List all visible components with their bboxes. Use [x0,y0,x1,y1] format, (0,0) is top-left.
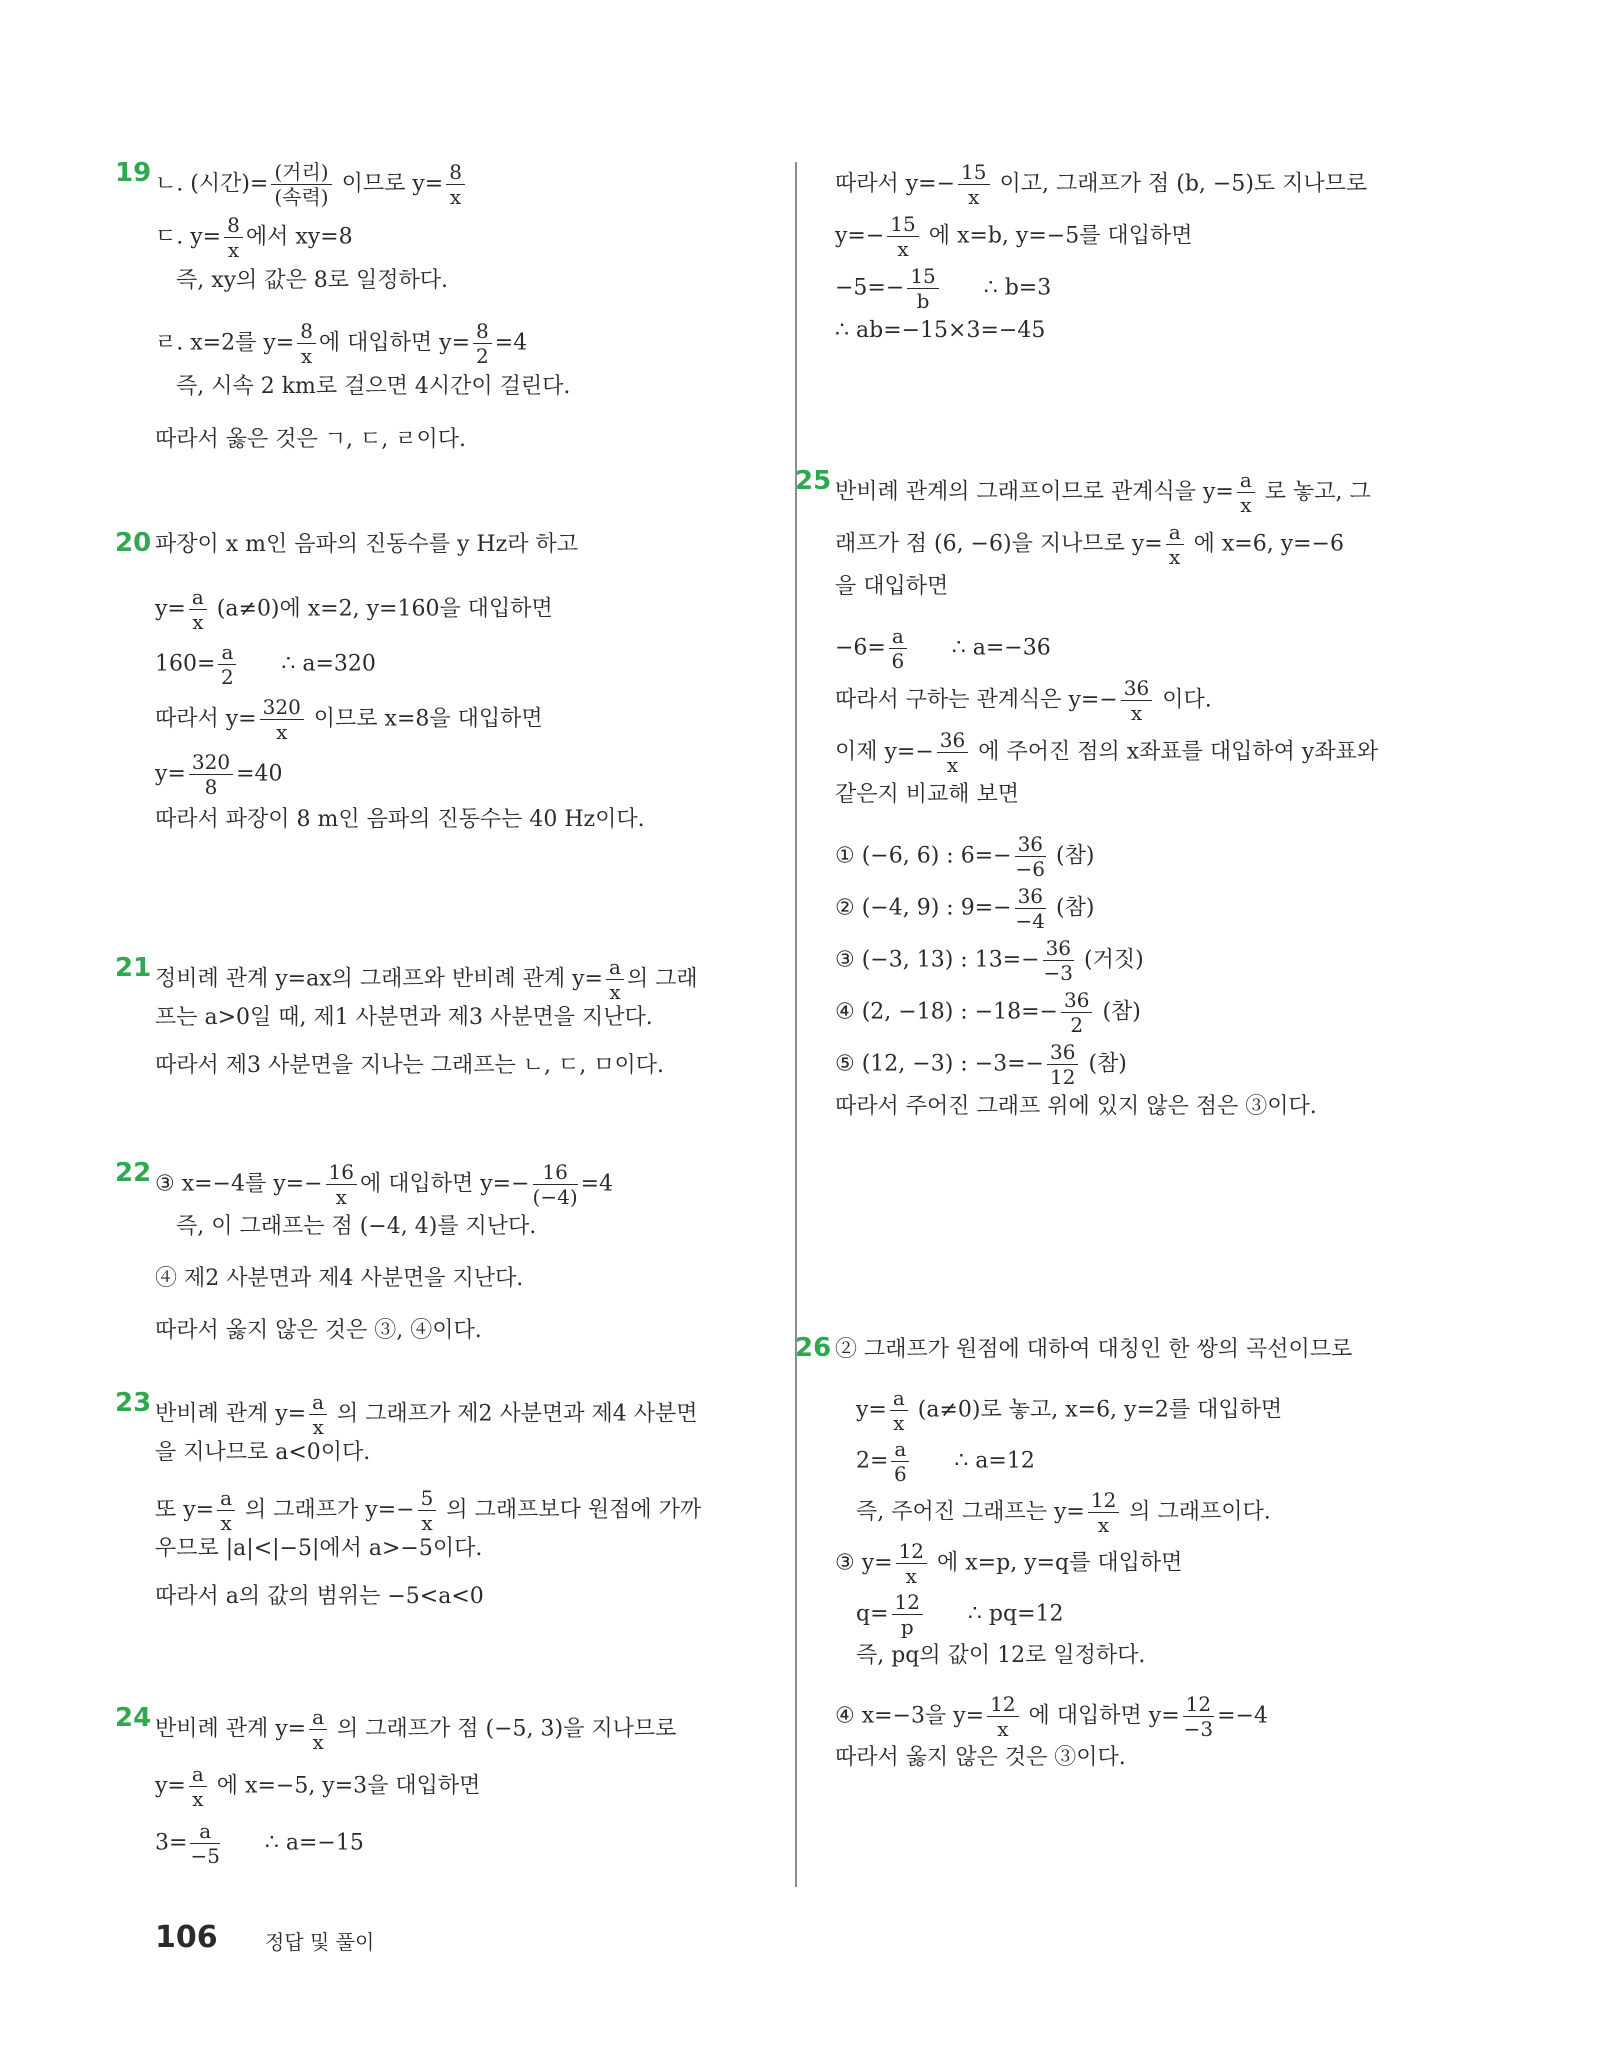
text-run: −5=− [835,275,905,301]
solution-line [155,1438,370,1468]
text-run: y= [155,761,186,787]
text-run: ④ 제2 사분면과 제4 사분면을 지난다. [155,1266,524,1291]
text-run: ③ y= [835,1550,893,1576]
text-run: 따라서 제3 사분면을 지나는 그래프는 ㄴ, ㄷ, ㅁ이다. [155,1053,664,1078]
problem-number: 24 [115,1703,152,1733]
fraction-numerator: 12 [892,1590,923,1615]
fraction-denominator: x [449,185,462,209]
text-run: 의 그래프가 y=− [238,1497,415,1523]
problem-number: 26 [795,1333,832,1363]
fraction [1047,1040,1078,1089]
text-run: 반비례 관계 y= [155,1401,307,1427]
text-run: −6= [835,635,886,661]
solution-line [155,805,645,835]
fraction [937,728,968,777]
text-run: ∴ b=3 [941,275,1052,301]
text-run: ∴ a=−36 [909,635,1051,661]
fraction-denominator: b [916,289,930,313]
fraction-denominator: x [220,1511,232,1535]
solution-line [835,832,1094,881]
fraction [218,640,236,689]
text-run: (a≠0)에 x=2, y=160을 대입하면 [209,596,553,622]
fraction-numerator: 8 [297,319,316,344]
fraction-denominator: x [227,238,240,262]
fraction-denominator: x [300,344,313,368]
fraction-denominator: x [997,1717,1009,1741]
solution-line [155,585,553,634]
problem-number: 22 [115,1158,152,1188]
fraction-denominator: 8 [204,775,218,799]
text-run: 160= [155,651,216,677]
text-run: ② 그래프가 원점에 대하여 대칭인 한 쌍의 곡선이므로 [835,1337,1353,1362]
solution-line [155,266,448,296]
fraction [1015,884,1046,933]
solution-line [835,212,1192,261]
fraction-denominator: x [312,1730,324,1754]
fraction-numerator: 15 [958,160,989,185]
solution-line [155,1264,523,1294]
text-run: 즉, 이 그래프는 점 (−4, 4)를 지난다. [155,1214,537,1239]
text-run: ④ (2, −18) : −18=− [835,999,1058,1025]
solution-line [835,264,1051,313]
fraction [224,213,243,262]
solution-line [155,1316,482,1346]
fraction [896,1539,927,1588]
text-run: 따라서 구하는 관계식은 y=− [835,687,1118,713]
fraction-numerator: a [890,1386,908,1411]
fraction [1088,1488,1119,1537]
text-run: y= [155,1773,186,1799]
text-run: ⑤ (12, −3) : −3=− [835,1051,1044,1077]
text-run: 을 대입하면 [835,574,949,599]
text-run: 이므로 y= [334,171,444,197]
page-number: 106 [155,1920,218,1955]
text-run: (거짓) [1077,947,1144,973]
fraction-denominator: x [905,1564,917,1588]
text-run: 에 대입하면 y=− [359,1171,530,1197]
fraction-numerator: 36 [1047,1040,1078,1065]
fraction-numerator: 36 [1015,832,1046,857]
text-run: =40 [236,761,283,787]
text-run: 에 x=b, y=−5를 대입하면 [921,223,1193,249]
fraction-denominator: x [192,610,204,634]
fraction-numerator: 36 [937,728,968,753]
solution-line [155,1160,613,1209]
fraction-numerator: a [1237,468,1255,493]
text-run: (a≠0)로 놓고, x=6, y=2를 대입하면 [910,1397,1283,1423]
fraction-denominator: 6 [894,1462,907,1486]
fraction [1237,468,1255,517]
text-run: (참) [1049,895,1095,921]
solution-line [835,520,1344,569]
fraction-numerator: 5 [418,1486,437,1511]
fraction-numerator: a [889,624,907,649]
text-run: ∴ a=12 [912,1448,1035,1474]
text-run: 따라서 a의 값의 범위는 −5<a<0 [155,1584,484,1609]
fraction-numerator: 8 [473,319,492,344]
text-run: 에 대입하면 y= [1021,1703,1180,1729]
fraction-denominator: x [276,720,288,744]
text-run: 에 x=6, y=−6 [1186,531,1344,557]
problem-number: 20 [115,528,152,558]
fraction-denominator: x [946,753,959,777]
text-run: 이므로 x=8을 대입하면 [306,706,543,732]
fraction-denominator: x [968,185,980,209]
fraction-numerator: 12 [896,1539,927,1564]
fraction-denominator: (속력) [274,185,329,209]
solution-line [155,955,698,1004]
solution-line [835,572,948,602]
text-run: y=− [835,223,885,249]
solution-line [155,1212,536,1242]
solution-line [155,1534,482,1564]
fraction-numerator: 36 [1061,988,1092,1013]
fraction-denominator: x [893,1411,905,1435]
fraction [1166,520,1184,569]
text-run: 따라서 y=− [835,171,956,197]
fraction [1183,1692,1214,1741]
solution-line [835,160,1367,209]
fraction [309,1390,327,1439]
fraction-denominator: −4 [1015,909,1046,933]
text-run: ② (−4, 9) : 9=− [835,895,1012,921]
text-run: ① (−6, 6) : 6=− [835,843,1012,869]
solution-line [835,988,1141,1037]
text-run: 이제 y=− [835,739,934,765]
fraction-denominator: x [192,1787,204,1811]
fraction-numerator: a [190,1819,219,1844]
text-run: 의 그래프가 점 (−5, 3)을 지나므로 [330,1716,677,1742]
text-run: 즉, xy의 값은 8로 일정하다. [155,268,449,293]
text-run: y= [835,1397,887,1423]
fraction [1061,988,1092,1037]
solution-line [155,1486,701,1535]
footer-section-title: 정답 및 풀이 [265,1930,375,1954]
fraction [446,160,465,209]
problem-number: 21 [115,953,152,983]
fraction-numerator: (거리) [271,160,331,185]
fraction-denominator: 12 [1050,1065,1076,1089]
text-run: (참) [1095,999,1141,1025]
solution-line [835,1437,1035,1486]
text-run: ㄷ. y= [155,224,222,250]
fraction-denominator: x [335,1185,347,1209]
fraction [190,1819,219,1868]
solution-line [835,624,1051,673]
text-run: 래프가 점 (6, −6)을 지나므로 y= [835,531,1163,557]
fraction [189,585,207,634]
fraction-denominator: 2 [476,344,489,368]
fraction [271,160,331,209]
solution-line [835,1040,1127,1089]
solution-line [835,1641,1145,1671]
fraction [907,264,938,313]
text-run: ∴ ab=−15×3=−45 [835,318,1046,343]
text-run: (참) [1049,843,1095,869]
fraction-numerator: 12 [987,1692,1018,1717]
solution-line [835,1539,1182,1588]
solution-line [835,316,1045,346]
text-run: 따라서 옳지 않은 것은 ③이다. [835,1745,1126,1770]
fraction-denominator: (−4) [532,1185,578,1209]
fraction-numerator: a [309,1705,327,1730]
fraction-numerator: a [891,1437,909,1462]
text-run: 또 y= [155,1497,215,1523]
fraction-denominator: x [1240,493,1252,517]
fraction-denominator: x [312,1415,324,1439]
fraction-denominator: x [421,1511,433,1535]
text-run: 을 지나므로 a<0이다. [155,1440,371,1465]
fraction [1043,936,1074,985]
fraction-denominator: p [900,1615,914,1639]
text-run: 의 그래 [626,966,698,992]
fraction [887,212,918,261]
fraction [958,160,989,209]
fraction [891,1437,909,1486]
fraction [892,1590,923,1639]
text-run: 따라서 주어진 그래프 위에 있지 않은 점은 ③이다. [835,1094,1317,1119]
fraction-numerator: a [218,640,236,665]
fraction-denominator: 2 [221,665,234,689]
text-run: 이다. [1155,687,1212,713]
fraction [418,1486,437,1535]
fraction [533,1160,578,1209]
text-run: 즉, 주어진 그래프는 y= [835,1499,1085,1525]
problem-number: 23 [115,1388,152,1418]
text-run: =4 [494,330,528,356]
solution-line [155,319,527,368]
fraction-numerator: 36 [1043,936,1074,961]
text-run: 정비례 관계 y=ax의 그래프와 반비례 관계 y= [155,966,603,992]
text-run: ∴ a=320 [239,651,376,677]
column-divider [795,162,797,1887]
text-run: 의 그래프가 제2 사분면과 제4 사분면 [330,1401,698,1427]
fraction-denominator: x [1130,701,1143,725]
fraction-numerator: a [189,1762,207,1787]
fraction [189,1762,207,1811]
solution-line [835,1743,1126,1773]
solution-line [155,530,578,560]
text-run: 이고, 그래프가 점 (b, −5)도 지나므로 [992,171,1368,197]
fraction-numerator: a [189,585,207,610]
solution-line [835,1335,1352,1365]
solution-line [155,1003,653,1033]
fraction [326,1160,357,1209]
problem-number: 19 [115,158,152,188]
fraction-numerator: a [309,1390,327,1415]
text-run: 의 그래프보다 원점에 가까 [439,1497,702,1523]
solution-line [155,1762,480,1811]
fraction-numerator: 15 [887,212,918,237]
text-run: q= [835,1601,889,1627]
fraction-denominator: 2 [1070,1013,1084,1037]
solution-line [835,936,1144,985]
solution-line [155,640,376,689]
fraction-numerator: a [1166,520,1184,545]
fraction-numerator: 16 [326,1160,357,1185]
text-run: 2= [835,1448,889,1474]
fraction-denominator: −6 [1015,857,1046,881]
fraction [297,319,316,368]
fraction-denominator: x [1097,1513,1110,1537]
fraction [889,624,907,673]
text-run: 반비례 관계 y= [155,1716,307,1742]
fraction-denominator: −3 [1043,961,1074,985]
text-run: 즉, pq의 값이 12로 일정하다. [835,1643,1146,1668]
fraction [890,1386,908,1435]
text-run: 따라서 옳지 않은 것은 ③, ④이다. [155,1318,482,1343]
solution-line [835,1488,1271,1537]
text-run: 로 놓고, 그 [1257,479,1371,505]
solution-line [155,750,283,799]
solution-line [835,468,1371,517]
fraction-numerator: 8 [446,160,465,185]
solution-line [155,1051,664,1081]
fraction-numerator: a [606,955,624,980]
fraction [1015,832,1046,881]
solution-line [835,1590,1064,1639]
fraction [606,955,624,1004]
fraction-numerator: a [217,1486,235,1511]
text-run: 에 대입하면 y= [318,330,471,356]
text-run: =−4 [1217,1703,1268,1729]
solution-line [835,1692,1268,1741]
text-run: ∴ a=−15 [222,1830,364,1856]
fraction [1121,676,1152,725]
fraction [189,750,233,799]
fraction [473,319,492,368]
text-run: =4 [580,1171,614,1197]
fraction [260,695,304,744]
fraction-numerator: 12 [1183,1692,1214,1717]
solution-line [155,695,543,744]
fraction-numerator: 320 [189,750,233,775]
text-run: ∴ pq=12 [925,1601,1064,1627]
solution-line [835,676,1212,725]
solution-line [155,213,353,262]
fraction-denominator: x [609,980,621,1004]
text-run: ㄹ. x=2를 y= [155,330,295,356]
solution-line [155,1819,364,1868]
text-run: ③ (−3, 13) : 13=− [835,947,1040,973]
solution-line [155,1582,484,1612]
fraction-numerator: 12 [1088,1488,1119,1513]
fraction-numerator: 36 [1121,676,1152,701]
fraction-denominator: x [1169,545,1181,569]
text-run: 에서 xy=8 [245,224,353,250]
text-run: ③ x=−4를 y=− [155,1171,323,1197]
solution-line [155,160,468,209]
solution-line [155,372,570,402]
fraction [987,1692,1018,1741]
fraction-numerator: 8 [224,213,243,238]
text-run: 에 주어진 점의 x좌표를 대입하여 y좌표와 [971,739,1379,765]
fraction-numerator: 320 [260,695,304,720]
text-run: 같은지 비교해 보면 [835,782,1020,807]
text-run: y= [155,596,186,622]
fraction-denominator: −5 [190,1844,220,1868]
text-run: 반비례 관계의 그래프이므로 관계식을 y= [835,479,1234,505]
problem-number: 25 [795,466,832,496]
text-run: 우므로 |a|<|−5|에서 a>−5이다. [155,1536,483,1561]
solution-line [835,1386,1282,1435]
text-run: 프는 a>0일 때, 제1 사분면과 제3 사분면을 지난다. [155,1005,653,1030]
text-run: ㄴ. (시간)= [155,171,269,197]
solution-line [835,884,1094,933]
fraction-numerator: 16 [533,1160,578,1185]
solution-line [835,780,1019,810]
solution-line [155,425,466,455]
fraction-numerator: 15 [907,264,938,289]
text-run: ④ x=−3을 y= [835,1703,985,1729]
solution-line [155,1390,698,1439]
text-run: 3= [155,1830,188,1856]
fraction-denominator: x [897,237,909,261]
fraction-denominator: −3 [1183,1717,1214,1741]
text-run: 파장이 x m인 음파의 진동수를 y Hz라 하고 [155,532,578,557]
fraction [217,1486,235,1535]
solution-line [835,728,1378,777]
text-run: 에 x=p, y=q를 대입하면 [930,1550,1183,1576]
fraction-numerator: 36 [1015,884,1046,909]
text-run: 따라서 y= [155,706,257,732]
text-run: 에 x=−5, y=3을 대입하면 [209,1773,481,1799]
fraction-denominator: 6 [891,649,905,673]
text-run: 의 그래프이다. [1122,1499,1271,1525]
fraction [309,1705,327,1754]
solution-line [155,1705,676,1754]
text-run: 따라서 옳은 것은 ㄱ, ㄷ, ㄹ이다. [155,427,466,452]
text-run: 즉, 시속 2 km로 걸으면 4시간이 걸린다. [155,374,571,399]
solution-line [835,1092,1317,1122]
text-run: 따라서 파장이 8 m인 음파의 진동수는 40 Hz이다. [155,807,645,832]
text-run: (참) [1081,1051,1127,1077]
